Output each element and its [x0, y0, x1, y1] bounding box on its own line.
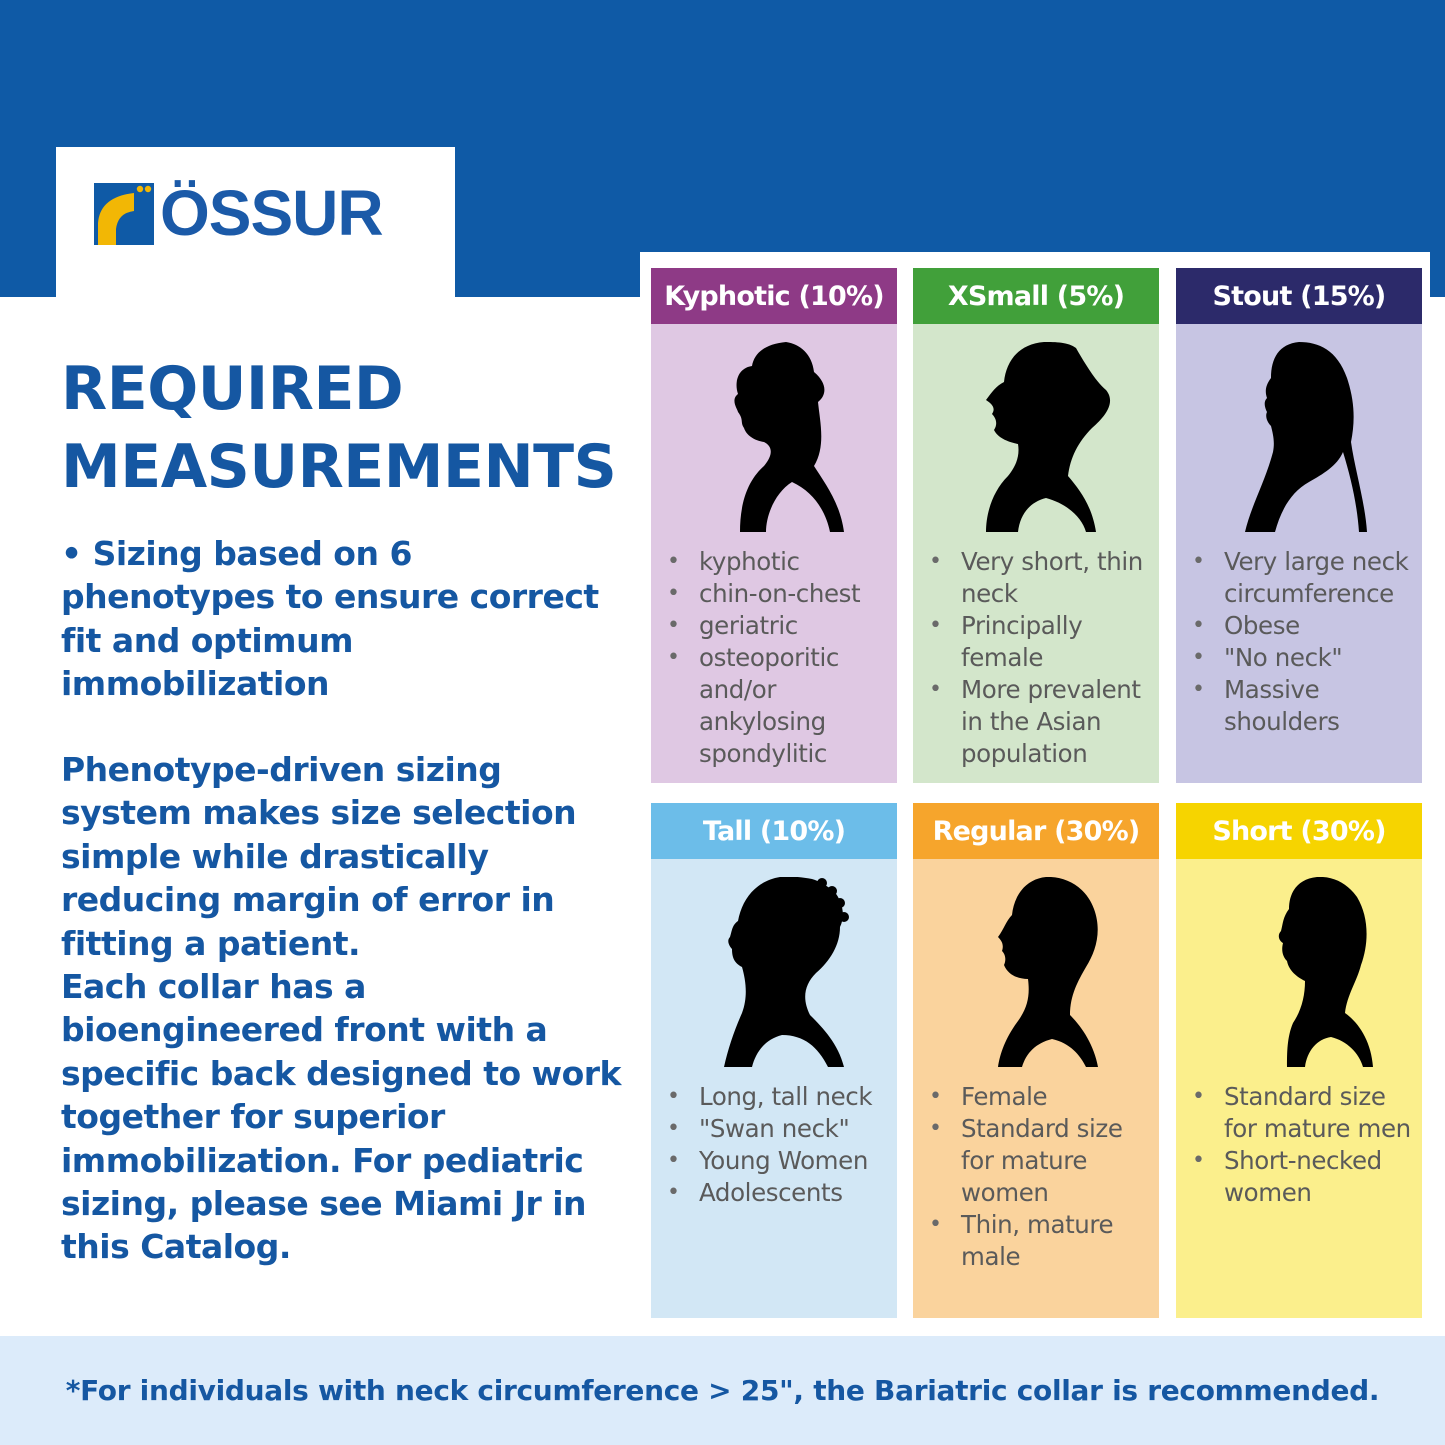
phenotype-description-text: Phenotype-driven sizing system makes size selection simple while drastically reducing margin of error in fitting a patient. — [61, 750, 577, 963]
phenotype-card-title: Regular (30%) — [913, 803, 1159, 859]
phenotype-card-short — [1176, 803, 1422, 1318]
bullet-item: • Standard size for mature men — [1190, 1081, 1416, 1145]
phenotype-card-title: XSmall (5%) — [913, 268, 1159, 324]
phenotype-card-title: Short (30%) — [1176, 803, 1422, 859]
kyphotic-silhouette-icon — [694, 342, 854, 532]
sizing-summary-text: • Sizing based on 6 phenotypes to ensure correct fit and optimum immobilization — [61, 534, 599, 704]
bullet-item: • osteoporitic and/or ankylosing spondylitic — [665, 642, 891, 770]
phenotype-card-title: Tall (10%) — [651, 803, 897, 859]
bullet-item: • kyphotic — [665, 546, 891, 578]
bullet-item: • Young Women — [665, 1145, 891, 1177]
bullet-item: • "No neck" — [1190, 642, 1416, 674]
xsmall-silhouette-icon — [956, 342, 1116, 532]
phenotype-bullet-list — [1190, 546, 1416, 738]
headline-line-1: REQUIRED — [61, 354, 404, 424]
phenotype-card-body — [651, 859, 897, 1318]
bullet-item: • Very short, thin neck — [927, 546, 1153, 610]
bullet-item: • Obese — [1190, 610, 1416, 642]
bullet-item: • Very large neck circumference — [1190, 546, 1416, 610]
regular-silhouette-icon — [956, 877, 1116, 1067]
bullet-item: • geriatric — [665, 610, 891, 642]
tall-silhouette-icon — [694, 877, 854, 1067]
bariatric-note: *For individuals with neck circumference > 25", the Bariatric collar is recommended. — [65, 1374, 1380, 1407]
phenotype-card-body — [1176, 324, 1422, 783]
phenotype-bullet-list — [665, 1081, 891, 1209]
phenotype-card-tall — [651, 803, 897, 1318]
stout-silhouette-icon — [1219, 342, 1379, 532]
bullet-item: • Long, tall neck — [665, 1081, 891, 1113]
footer-note-band — [0, 1336, 1445, 1445]
phenotype-card-stout — [1176, 268, 1422, 783]
phenotype-card-body — [1176, 859, 1422, 1318]
phenotype-card-body — [913, 859, 1159, 1318]
phenotype-card-body — [651, 324, 897, 783]
bullet-item: • Standard size for mature women — [927, 1113, 1153, 1209]
bullet-item: • Short-necked women — [1190, 1145, 1416, 1209]
bullet-item: • Thin, mature male — [927, 1209, 1153, 1273]
bullet-item: • More prevalent in the Asian population — [927, 674, 1153, 770]
phenotype-card-title: Stout (15%) — [1176, 268, 1422, 324]
short-silhouette-icon — [1219, 877, 1379, 1067]
description-block — [61, 748, 621, 1269]
phenotype-bullet-list — [927, 1081, 1153, 1273]
headline-line-2: MEASUREMENTS — [61, 432, 617, 502]
ossur-logo-mark-icon — [94, 183, 154, 245]
bullet-item: • Principally female — [927, 610, 1153, 674]
bullet-item: • Adolescents — [665, 1177, 891, 1209]
phenotype-card-body — [913, 324, 1159, 783]
headline-block — [61, 350, 621, 506]
ossur-logo-text: ÖSSUR — [160, 177, 383, 249]
phenotype-card-kyphotic — [651, 268, 897, 783]
phenotype-card-title: Kyphotic (10%) — [651, 268, 897, 324]
collar-description-text: Each collar has a bioengineered front with a specific back designed to work together for superior immobilization. For pediatric sizing, please see Miami Jr in this Catalog. — [61, 967, 622, 1267]
phenotype-bullet-list — [665, 546, 891, 770]
phenotype-card-xsmall — [913, 268, 1159, 783]
bullet-item: • Massive shoulders — [1190, 674, 1416, 738]
bullet-item: • Female — [927, 1081, 1153, 1113]
phenotype-card-regular — [913, 803, 1159, 1318]
bullet-item: • "Swan neck" — [665, 1113, 891, 1145]
phenotype-bullet-list — [1190, 1081, 1416, 1209]
bullet-item: • chin-on-chest — [665, 578, 891, 610]
phenotype-bullet-list — [927, 546, 1153, 770]
